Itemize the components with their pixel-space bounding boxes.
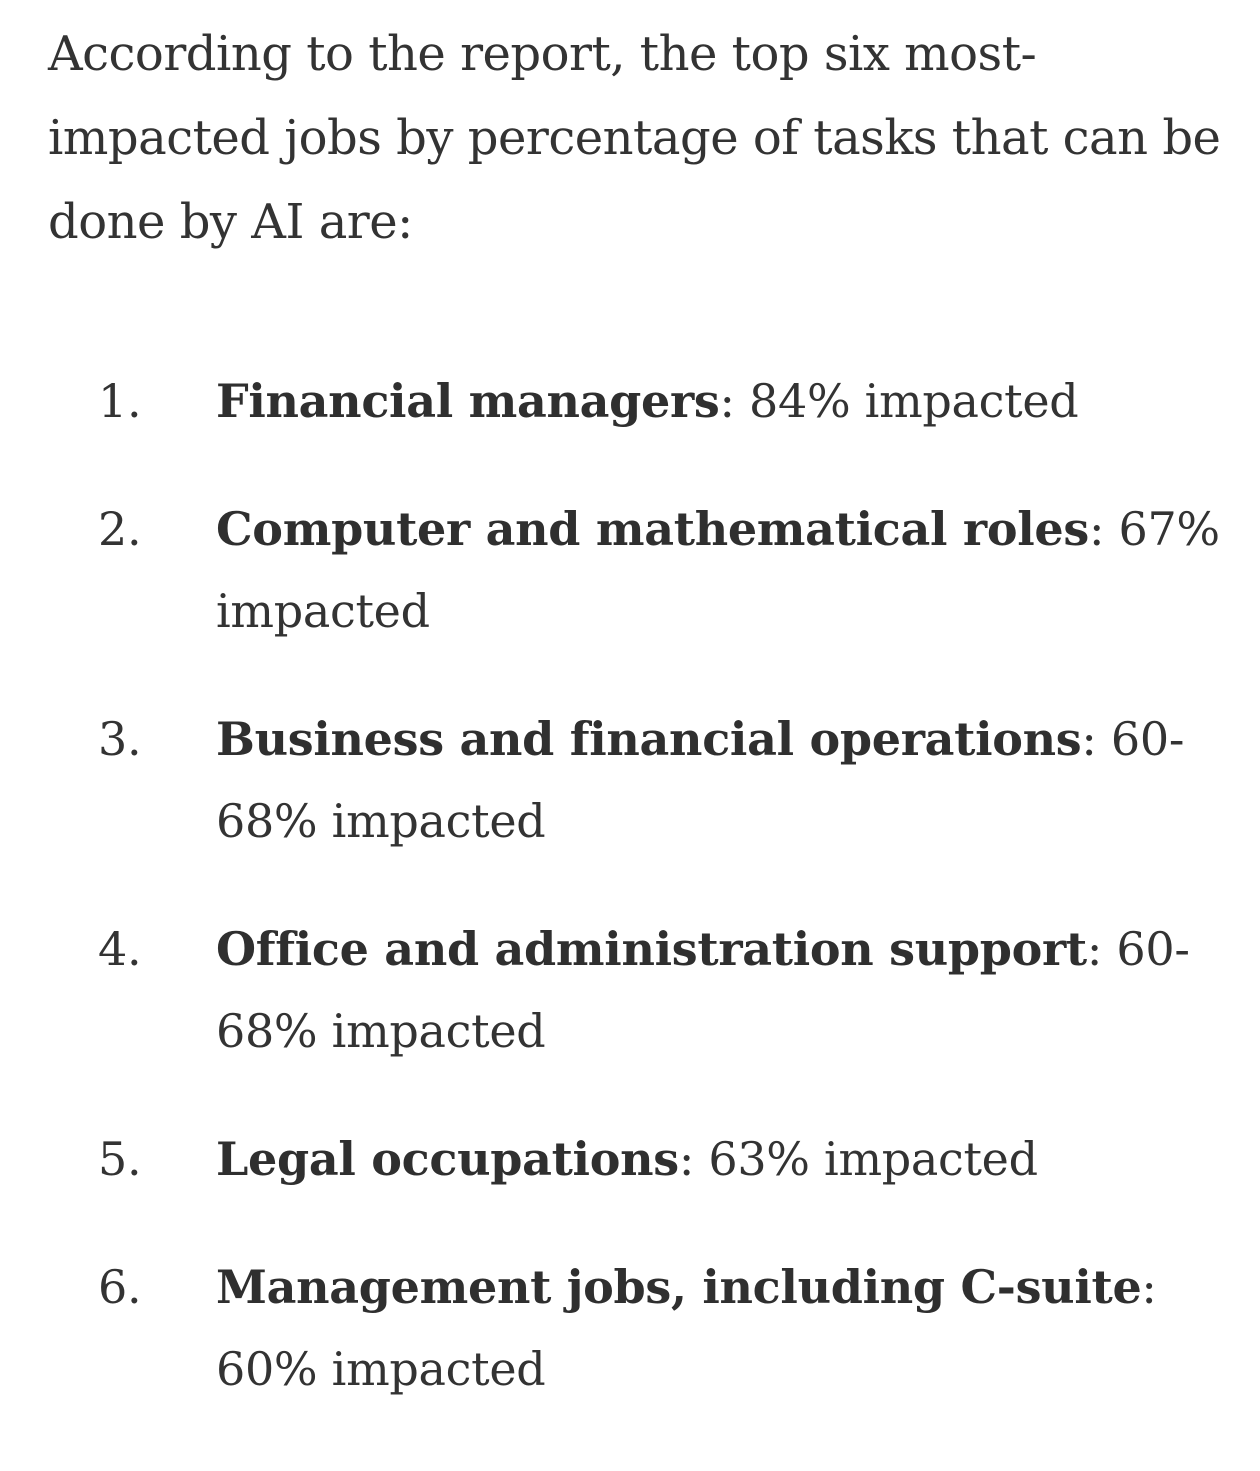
list-number: 5. <box>98 1132 142 1186</box>
list-number: 2. <box>98 502 142 556</box>
job-title: Financial managers <box>216 374 720 428</box>
list-item <box>0 1246 1260 1410</box>
list-number: 4. <box>98 922 142 976</box>
job-title: Business and financial operations <box>216 712 1082 766</box>
impacted-jobs-list <box>0 360 1260 1410</box>
list-item <box>0 908 1260 1072</box>
list-item <box>0 360 1260 442</box>
list-number: 6. <box>98 1260 142 1314</box>
job-title: Legal occupations <box>216 1132 679 1186</box>
list-item <box>0 488 1260 652</box>
list-number: 3. <box>98 712 142 766</box>
impact-detail: : 67% impacted <box>216 502 1220 638</box>
job-title: Management jobs, including C-suite <box>216 1260 1142 1314</box>
impact-detail: : 63% impacted <box>678 1132 1038 1186</box>
impact-detail: : 60-68% impacted <box>216 712 1185 848</box>
impact-detail: : 60-68% impacted <box>216 922 1190 1058</box>
list-item <box>0 1118 1260 1200</box>
intro-paragraph: According to the report, the top six most-impacted jobs by percentage of tasks that can be done by AI are: <box>48 26 1221 250</box>
impact-detail: : 84% impacted <box>719 374 1079 428</box>
job-title: Office and administration support <box>216 922 1087 976</box>
list-item <box>0 698 1260 862</box>
list-number: 1. <box>98 374 142 428</box>
job-title: Computer and mathematical roles <box>216 502 1089 556</box>
impact-detail: : 60% impacted <box>216 1260 1157 1396</box>
